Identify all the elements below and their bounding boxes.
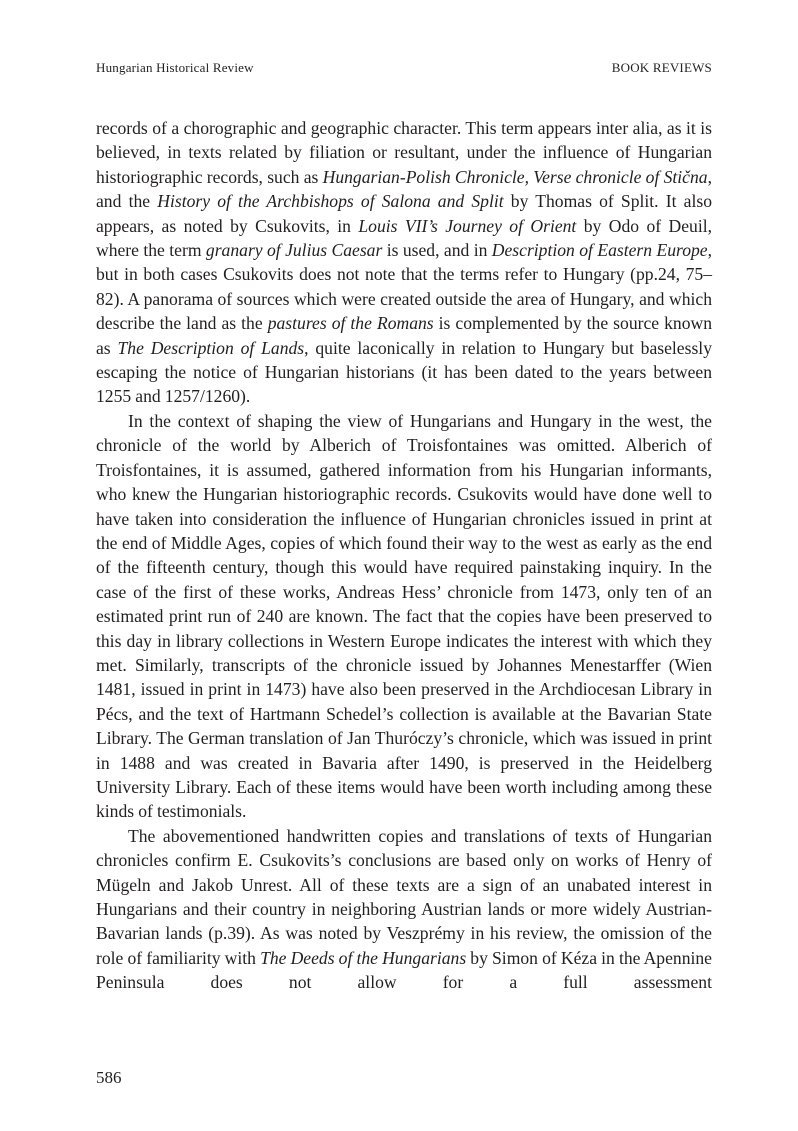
italic-title-run: Hungarian-Polish Chronicle, Verse chronicle of Stična <box>322 166 708 187</box>
italic-title-run: Description of Eastern Europe <box>491 240 708 261</box>
italic-title-run: pastures of the Romans <box>267 313 434 334</box>
italic-title-run: granary of Julius Caesar <box>205 240 383 261</box>
text-run: records of a chorographic and geographic character. This term appears inter alia, as it is believed, in texts related by filiation or resultant, under the influence of Hungarian historiographic records, such as <box>96 118 712 187</box>
text-run: In the context of shaping the view of Hungarians and Hungary in the west, the chronicle of the world by Alberich of Troisfontaines was omitted. Alberich of Troisfontaines, it is assumed, gathered information from his Hungarian informants, who knew the Hungarian historiographic records. Csukovits would have done well to have taken into consideration the influence of Hungarian chronicles issued in print at the end of Middle Ages, copies of which found their way to the west as early as the end of the fifteenth century, though this would have required painstaking inquiry. In the case of the first of these works, Andreas Hess’ chronicle from 1473, only ten of an estimated print run of 240 are known. The fact that the copies have been preserved to this day in library collections in Western Europe indicates the interest with which they met. Similarly, transcripts of the chronicle issued by Johannes Menestarffer (Wien 1481, issued in print in 1473) have also been preserved in the Archdiocesan Library in Pécs, and the text of Hartmann Schedel’s collection is available at the Bavarian State Library. The German translation of Jan Thuróczy’s chronicle, which was issued in print in 1488 and was created in Bavaria after 1490, is preserved in the Heidelberg University Library. Each of these items would have been worth including among these kinds of testimonials. <box>96 410 712 822</box>
journal-title: Hungarian Historical Review <box>96 60 254 75</box>
text-run: , quite laconically in relation to Hungary but baselessly escaping the notice of Hungarian historians (it has been dated to the years between 1255 and 1257/1260). <box>96 337 712 407</box>
article-body <box>96 116 712 995</box>
paragraph-3 <box>96 824 712 995</box>
text-run: The abovementioned handwritten copies and translations of texts of Hungarian chronicles confirm E. Csukovits’s conclusions are based only on works of Henry of Mügeln and Jakob Unrest. All of these texts are a sign of an unabated interest in Hungarians and their country in neighboring Austrian lands or more widely Austrian-Bavarian lands (p.39). As was noted by Veszprémy in his review, the omission of the role of familiarity with <box>96 825 712 968</box>
page-number: 586 <box>96 1068 122 1087</box>
italic-title-run: The Description of Lands <box>117 337 305 358</box>
text-run: , and the <box>96 166 712 212</box>
paragraph-1 <box>96 116 712 409</box>
italic-title-run: The Deeds of the Hungarians <box>260 947 467 968</box>
paragraph-2 <box>96 409 712 824</box>
italic-title-run: History of the Archbishops of Salona and Split <box>157 191 504 212</box>
section-title: BOOK REVIEWS <box>611 60 712 75</box>
text-run: by Odo of Deuil, where the term <box>96 215 712 261</box>
text-run: , but in both cases Csukovits does not note that the terms refer to Hungary (pp.24, 75–82). A panorama of sources which were created outside the area of Hungary, and which describe the land as the <box>96 240 712 334</box>
text-run: by Thomas of Split. It also appears, as noted by Csukovits, in <box>96 191 713 236</box>
text-run: by Simon of Kéza in the Apennine Peninsula does not allow for a full assessment <box>96 947 712 993</box>
italic-title-run: Louis VII’s Journey of Orient <box>358 215 577 236</box>
text-run: is used, and in <box>382 240 492 261</box>
text-run: is complemented by the source known as <box>96 313 713 358</box>
